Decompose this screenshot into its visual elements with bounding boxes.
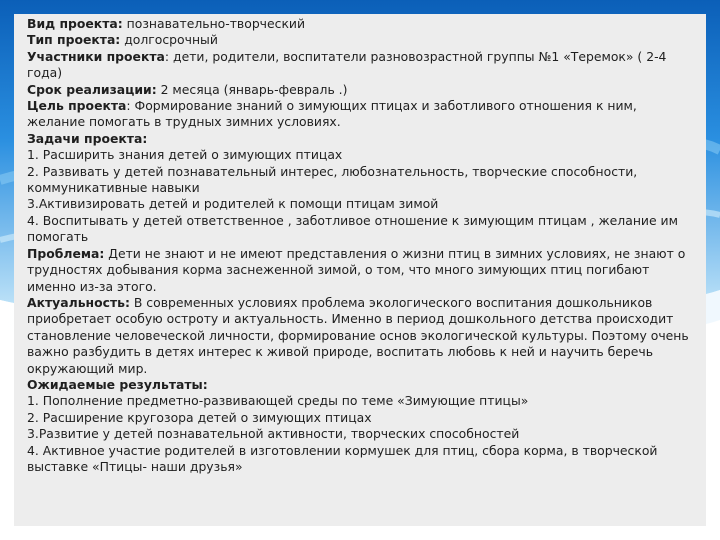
project-description — [27, 16, 697, 475]
task-item: 1. Расширить знания детей о зимующих птицах — [27, 147, 343, 163]
relevance-label: Актуальность: — [27, 294, 130, 310]
task-item: 2. Развивать у детей познавательный интерес, любознательность, творческие способности, коммуникативные навыки — [27, 163, 638, 196]
type-value: долгосрочный — [120, 32, 218, 48]
result-item: 4. Активное участие родителей в изготовлении кормушек для птиц, сбора корма, в творческой выставке «Птицы- наши друзья» — [27, 442, 658, 474]
goal-label: Цель проекта — [27, 98, 127, 114]
type-label: Тип проекта: — [27, 32, 121, 48]
problem-value: Дети не знают и не имеют представления о жизни птиц в зимних условиях, не знают о трудностях добывания корма заснеженной зимой, о том, что много зимующих птиц погибают именно из-за этого. — [27, 245, 686, 294]
goal-line — [27, 98, 697, 131]
goal-value: : Формирование знаний о зимующих птицах и заботливого отношения к ним, желание помогать в трудных зимних условиях. — [27, 98, 637, 130]
result-item: 2. Расширение кругозора детей о зимующих птицах — [27, 409, 372, 425]
relevance-value: В современных условиях проблема экологического воспитания дошкольников приобретает особую остроту и актуальность. Именно в период дошкольного детства происходит становление человеческой личности, формирование основ экологической культуры. Поэтому очень важно разбудить в детях интерес к живой природе, воспитать любовь к ней и научить беречь окружающий мир. — [27, 294, 689, 376]
project-type-value: познавательно-творческий — [122, 16, 306, 31]
results-heading: Ожидаемые результаты: — [27, 376, 208, 392]
task-item: 3.Активизировать детей и родителей к помощи птицам зимой — [27, 196, 439, 212]
participants-value: : дети, родители, воспитатели разновозрастной группы №1 «Теремок» ( 2-4 года) — [27, 48, 667, 81]
project-type-line — [27, 16, 697, 32]
result-item: 1. Пополнение предметно-развивающей среды по теме «Зимующие птицы» — [27, 393, 529, 409]
tasks-heading: Задачи проекта: — [27, 130, 148, 146]
period-label: Срок реализации: — [27, 81, 157, 97]
project-type-label: Вид проекта: — [27, 16, 123, 31]
relevance-line — [27, 295, 697, 377]
participants-label: Участники проекта — [27, 48, 165, 64]
task-item: 4. Воспитывать у детей ответственное , заботливое отношение к зимующим птицам , желание им помогать — [27, 212, 678, 245]
problem-label: Проблема: — [27, 245, 105, 261]
participants-line — [27, 49, 697, 82]
period-line — [27, 82, 697, 98]
period-value: 2 месяца (январь-февраль .) — [156, 81, 348, 97]
problem-line — [27, 246, 697, 295]
result-item: 3.Развитие у детей познавательной активности, творческих способностей — [27, 426, 520, 442]
type-line — [27, 32, 697, 48]
